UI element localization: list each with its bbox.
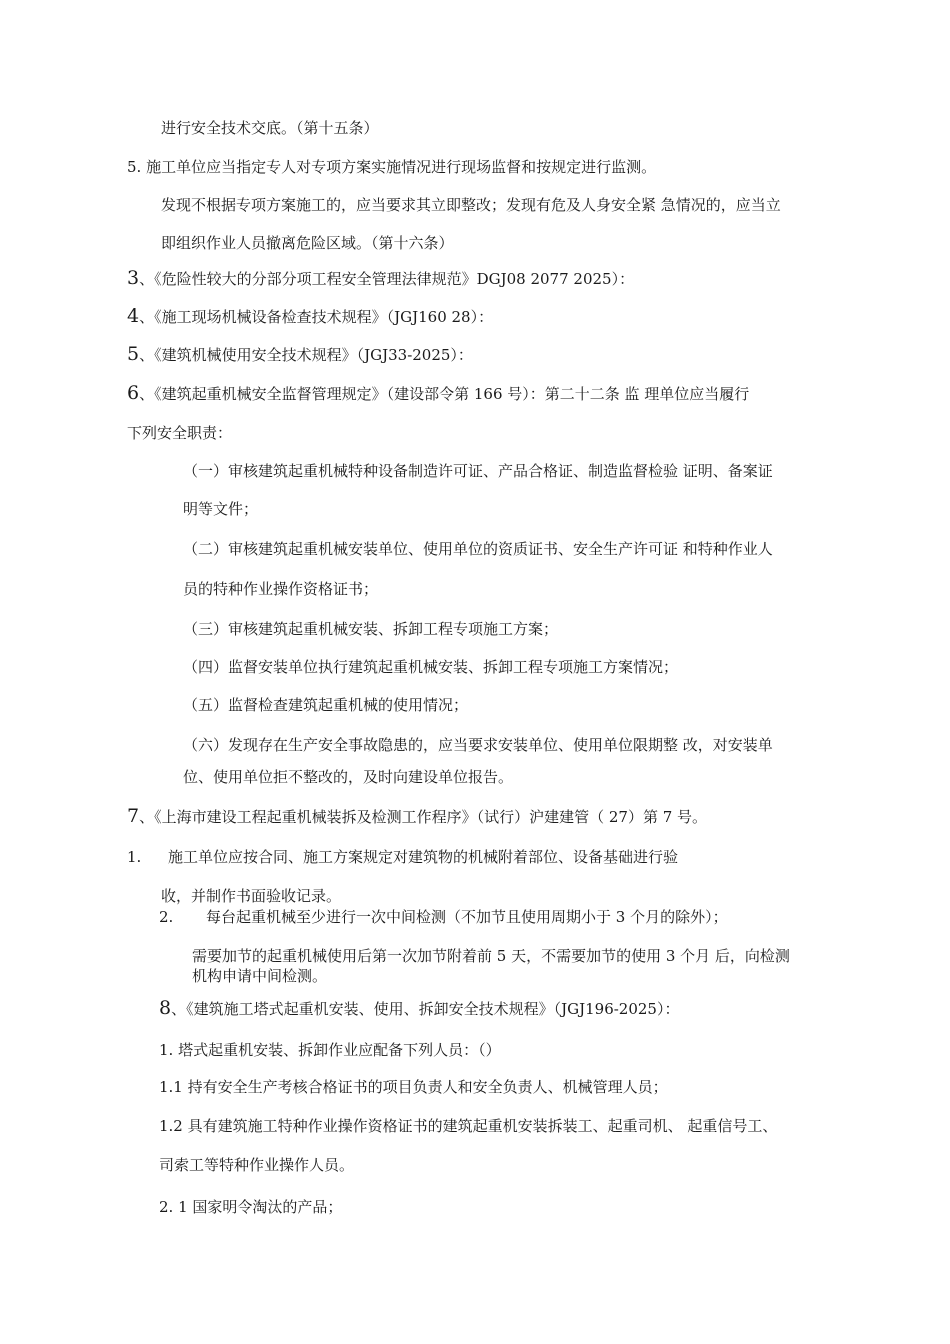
text-line: 1.2 具有建筑施工特种作业操作资格证书的建筑起重机安装拆装工、起重司机、 起重信号工、 — [159, 1117, 778, 1135]
text-line: 下列安全职责： — [127, 424, 233, 442]
text-line: 即组织作业人员撤离危险区域。（第十六条） — [161, 234, 454, 252]
list-item: （五）监督检查建筑起重机械的使用情况； — [183, 696, 469, 714]
heading-text: 、《建筑起重机械安全监督管理规定》（建设部令第 166 号）：第二十二条 监 理单位应当履行 — [139, 385, 750, 403]
text-line: 收，并制作书面验收记录。 — [161, 887, 342, 905]
numbered-heading — [127, 268, 634, 289]
text-line: 司索工等特种作业操作人员。 — [159, 1156, 355, 1174]
text-line: 1.1 持有安全生产考核合格证书的项目负责人和安全负责人、机械管理人员； — [159, 1078, 668, 1096]
list-item: （四）监督安装单位执行建筑起重机械安装、拆卸工程专项施工方案情况； — [183, 658, 679, 676]
heading-number: 7 — [127, 805, 140, 827]
heading-number: 3 — [127, 267, 140, 289]
list-item: 每台起重机械至少进行一次中间检测（不加节且使用周期小于 3 个月的除外）； — [206, 908, 728, 926]
heading-text: 、《建筑机械使用安全技术规程》（JGJ33-2025）： — [139, 346, 473, 364]
numbered-heading — [127, 344, 473, 365]
text-line: 需要加节的起重机械使用后第一次加节附着前 5 天，不需要加节的使用 3 个月 后，向检测 — [192, 947, 790, 965]
list-item-number: 1. — [127, 848, 142, 866]
heading-text: 、《施工现场机械设备检查技术规程》（JGJ160 28）： — [139, 308, 494, 326]
heading-text: 、《上海市建设工程起重机械装拆及检测工作程序》（试行）沪建建管（ 27）第 7 号。 — [139, 808, 708, 826]
numbered-heading — [159, 998, 679, 1019]
text-line: 发现不根据专项方案施工的，应当要求其立即整改；发现有危及人身安全紧 急情况的，应当立 — [161, 196, 781, 214]
text-line: 5. 施工单位应当指定专人对专项方案实施情况进行现场监督和按规定进行监测。 — [127, 158, 657, 176]
text-line: 位、使用单位拒不整改的，及时向建设单位报告。 — [183, 768, 514, 786]
list-item: 施工单位应按合同、施工方案规定对建筑物的机械附着部位、设备基础进行验 — [168, 848, 679, 866]
list-item-number: 2. — [159, 908, 174, 926]
list-item: （三）审核建筑起重机械安装、拆卸工程专项施工方案； — [183, 620, 559, 638]
numbered-heading — [127, 806, 707, 827]
list-item: （一）审核建筑起重机械特种设备制造许可证、产品合格证、制造监督检验 证明、备案证 — [183, 462, 773, 480]
text-line: 2. 1 国家明令淘汰的产品； — [159, 1198, 343, 1216]
heading-text: 、《建筑施工塔式起重机安装、使用、拆卸安全技术规程》（JGJ196-2025）： — [171, 1000, 680, 1018]
text-line: 进行安全技术交底。（第十五条） — [161, 119, 379, 137]
heading-number: 8 — [159, 997, 172, 1019]
numbered-heading — [127, 306, 493, 327]
heading-number: 5 — [127, 343, 140, 365]
heading-text: 、《危险性较大的分部分项工程安全管理法律规范》DGJ08 2077 2025）： — [139, 270, 635, 288]
list-item: （六）发现存在生产安全事故隐患的，应当要求安装单位、使用单位限期整 改，对安装单 — [183, 736, 773, 754]
heading-number: 4 — [127, 305, 140, 327]
text-line: 机构申请中间检测。 — [192, 967, 328, 985]
text-line: 明等文件； — [183, 500, 259, 518]
text-line: 员的特种作业操作资格证书； — [183, 580, 379, 598]
heading-number: 6 — [127, 382, 140, 404]
text-line: 1. 塔式起重机安装、拆卸作业应配备下列人员：（） — [159, 1041, 501, 1059]
list-item: （二）审核建筑起重机械安装单位、使用单位的资质证书、安全生产许可证 和特种作业人 — [183, 540, 773, 558]
numbered-heading — [127, 383, 749, 404]
